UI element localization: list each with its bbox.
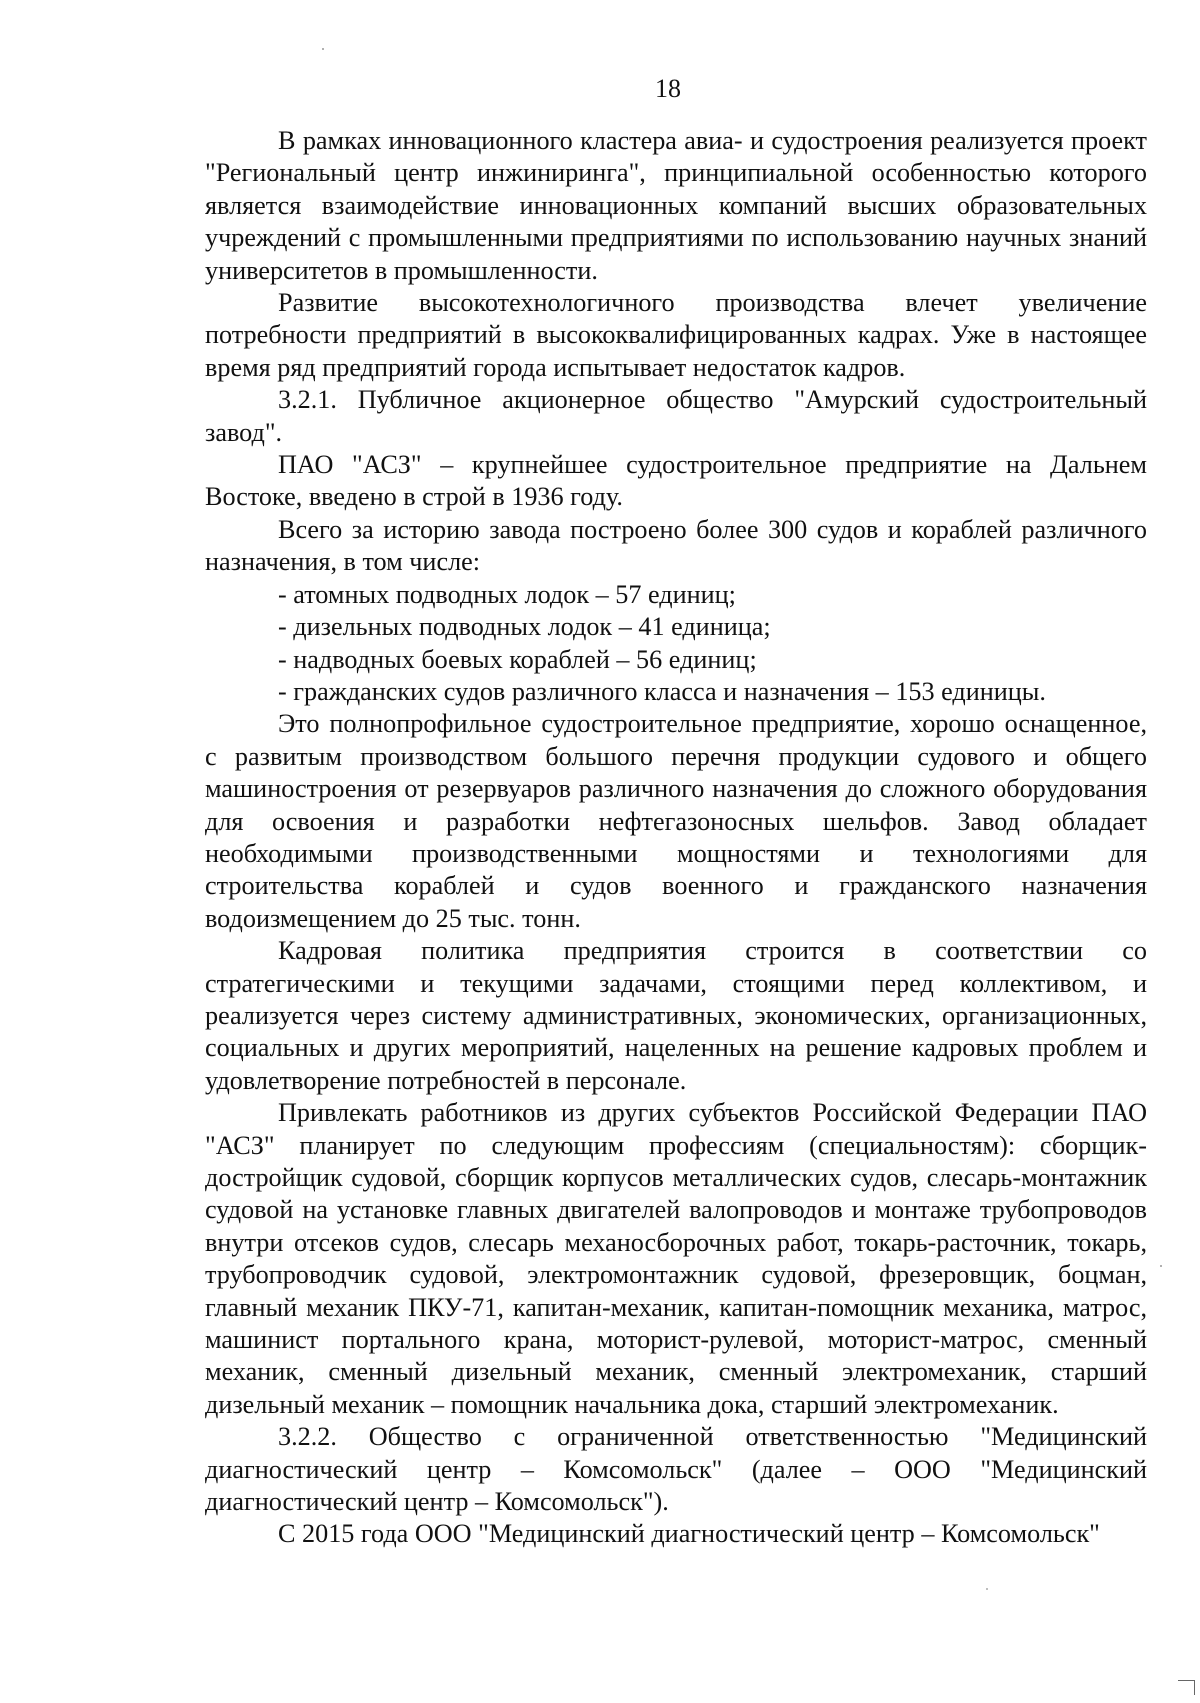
list-item-diesel-submarines: - дизельных подводных лодок – 41 единица;	[278, 612, 771, 642]
list-item-nuclear-submarines: - атомных подводных лодок – 57 единиц;	[278, 579, 736, 609]
list-item-civil-vessels: - гражданских судов различного класса и назначения – 153 единицы.	[278, 676, 1046, 706]
section-heading-3-2-1: 3.2.1. Публичное акционерное общество "Амурский судостроительный завод".	[205, 385, 1147, 447]
paragraph-professions: Привлекать работников из других субъектов Российской Федерации ПАО "АСЗ" планирует по следующим профессиям (специальностям): сборщик-достройщик судовой, сборщик корпусов металлических судов, слесарь-монтажник судовой на установке главных двигателей валопроводов и монтаже трубопроводов внутри отсеков судов, слесарь механосборочных работ, токарь-расточник, токарь, трубопроводчик судовой, электромонтажник судовой, фрезеровщик, боцман, главный механик ПКУ-71, капитан-механик, капитан-помощник механика, матрос, машинист портального крана, моторист-рулевой, моторист-матрос, сменный механик, сменный дизельный механик, сменный электромеханик, старший дизельный механик – помощник начальника дока, старший электромеханик.	[205, 1098, 1147, 1419]
paragraph-asz-intro: ПАО "АСЗ" – крупнейшее судостроительное предприятие на Дальнем Востоке, введено в строй в 1936 году.	[205, 450, 1147, 512]
scan-speck	[322, 48, 324, 50]
paragraph-enterprise-profile: Это полнопрофильное судостроительное предприятие, хорошо оснащенное, с развитым производством большого перечня продукции судового и общего машиностроения от резервуаров различного назначения до сложного оборудования для освоения и разработки нефтегазоносных шельфов. Завод обладает необходимыми производственными мощностями и технологиями для строительства кораблей и судов военного и гражданского назначения водоизмещением до 25 тыс. тонн.	[205, 709, 1147, 933]
document-body	[205, 125, 1147, 1551]
page-number: 18	[655, 74, 681, 103]
paragraph-engineering-center: В рамках инновационного кластера авиа- и судостроения реализуется проект "Региональный центр инжиниринга", принципиальной особенностью которого является взаимодействие инновационных компаний высших образовательных учреждений с промышленными предприятиями по использованию научных знаний университетов в промышленности.	[205, 126, 1147, 285]
list-item-combat-ships: - надводных боевых кораблей – 56 единиц;	[278, 644, 757, 674]
paragraph-staff-demand: Развитие высокотехнологичного производства влечет увеличение потребности предприятий в высококвалифицированных кадрах. Уже в настоящее время ряд предприятий города испытывает недостаток кадров.	[205, 288, 1147, 382]
paragraph-hr-policy: Кадровая политика предприятия строится в соответствии со стратегическими и текущими задачами, стоящими перед коллективом, и реализуется через систему административных, экономических, организационных, социальных и других мероприятий, нацеленных на решение кадровых проблем и удовлетворение потребностей в персонале.	[205, 936, 1147, 1095]
paragraph-ships-built: Всего за историю завода построено более 300 судов и кораблей различного назначения, в том числе:	[205, 514, 1147, 577]
page-corner-mark	[1178, 1680, 1195, 1695]
section-heading-3-2-2: 3.2.2. Общество с ограниченной ответственностью "Медицинский диагностический центр – Комсомольск" (далее – ООО "Медицинский диагностический центр – Комсомольск").	[205, 1422, 1147, 1517]
scan-speck	[986, 1588, 988, 1590]
scan-speck	[1160, 1265, 1162, 1267]
paragraph-medical-center: С 2015 года ООО "Медицинский диагностический центр – Комсомольск"	[278, 1519, 1100, 1549]
